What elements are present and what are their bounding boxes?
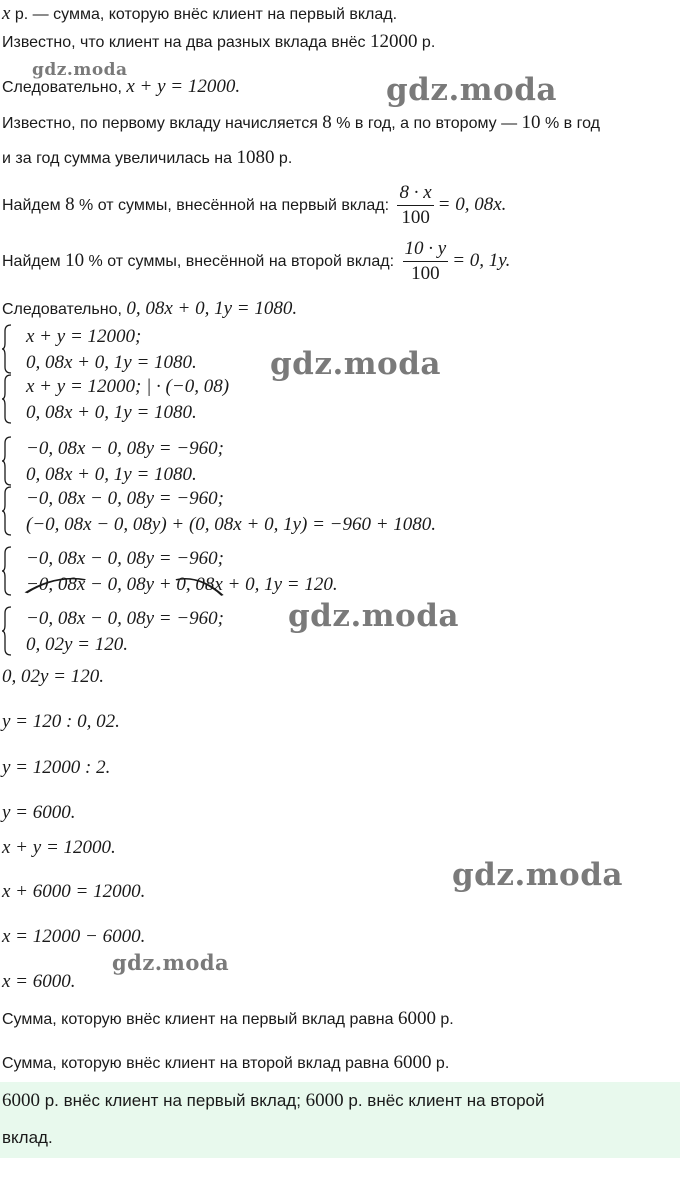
step-equation: x = 6000.	[2, 971, 76, 992]
system-5-eq1: −0, 08x − 0, 08y = −960;	[26, 548, 224, 569]
result: = 0, 08x.	[437, 194, 507, 215]
second-percent-line	[2, 236, 510, 287]
system-brace	[2, 324, 11, 374]
total-deposit-line	[2, 31, 435, 54]
watermark-logo: gdz.moda	[32, 60, 128, 80]
text-span: % от суммы, внесённой на второй вклад:	[84, 253, 399, 270]
step-equation: y = 120 : 0, 02.	[2, 711, 120, 732]
step-equation: x = 12000 − 6000.	[2, 926, 146, 947]
system-1-eq1: x + y = 12000;	[26, 326, 142, 347]
text-span: % в год, а по второму —	[331, 115, 522, 132]
term: − 0, 08y +	[85, 574, 177, 595]
system-brace	[2, 546, 11, 596]
text-span: Известно, по первому вкладу начисляется	[2, 115, 323, 132]
watermark-logo: gdz.moda	[452, 857, 623, 893]
second-deposit-sum	[2, 1052, 449, 1075]
crossed-term	[176, 572, 222, 598]
numerator: 8 · x	[397, 181, 433, 206]
text-span: р.	[435, 1011, 454, 1028]
answer-line-2: вклад.	[2, 1128, 53, 1147]
equation: x + y = 12000.	[126, 76, 241, 97]
watermark-logo: gdz.moda	[112, 950, 230, 975]
step-equation: x + y = 12000.	[2, 837, 116, 858]
text-span: % в год	[540, 115, 600, 132]
system-4-eq2: (−0, 08x − 0, 08y) + (0, 08x + 0, 1y) = −960 + 1080.	[26, 514, 437, 535]
number: 6000	[305, 1090, 344, 1111]
var-x: x	[2, 3, 11, 24]
system-2-eq1: x + y = 12000; | · (−0, 08)	[26, 376, 230, 397]
text-span: Следовательно,	[2, 79, 127, 96]
system-6-eq1: −0, 08x − 0, 08y = −960;	[26, 608, 224, 629]
number: 10	[521, 112, 541, 133]
text-span: Найдем	[2, 253, 66, 270]
increase-line	[2, 147, 292, 170]
answer-block	[0, 1082, 680, 1158]
system-6-eq2: 0, 02y = 120.	[26, 634, 129, 655]
text-span: р. внёс клиент на второй	[343, 1091, 545, 1110]
text-span: р. внёс клиент на первый вклад;	[40, 1091, 306, 1110]
text-span: Следовательно,	[2, 301, 127, 318]
number: 8	[322, 112, 332, 133]
system-brace	[2, 436, 11, 486]
fraction	[397, 181, 433, 230]
step-equation: y = 12000 : 2.	[2, 757, 111, 778]
numerator: 10 · y	[403, 237, 449, 262]
watermark-logo: gdz.moda	[270, 346, 441, 382]
system-4-eq1: −0, 08x − 0, 08y = −960;	[26, 488, 224, 509]
system-brace	[2, 606, 11, 656]
rates-line	[2, 112, 600, 135]
text-span: % от суммы, внесённой на первый вклад:	[74, 197, 394, 214]
number: 6000	[397, 1008, 436, 1029]
step-equation: x + 6000 = 12000.	[2, 881, 146, 902]
denominator: 100	[411, 263, 440, 285]
system-brace	[2, 486, 11, 536]
text-span: р.	[274, 150, 293, 167]
system-brace	[2, 374, 11, 424]
number: 12000	[369, 31, 418, 52]
step-equation: 0, 02y = 120.	[2, 666, 105, 687]
number: 10	[65, 250, 85, 271]
step-equation: y = 6000.	[2, 802, 76, 823]
number: 1080	[236, 147, 275, 168]
intro-text: р. — сумма, которую внёс клиент на первый вклад.	[14, 6, 398, 23]
system-5-eq2	[26, 572, 338, 598]
text-span: Сумма, которую внёс клиент на первый вклад равна	[2, 1011, 398, 1028]
equation: 0, 08x + 0, 1y = 1080.	[126, 298, 298, 319]
term: 0, 08x	[176, 574, 223, 595]
result: = 0, 1y.	[452, 250, 511, 271]
system-2-eq2: 0, 08x + 0, 1y = 1080.	[26, 402, 197, 423]
system-3-eq2: 0, 08x + 0, 1y = 1080.	[26, 464, 197, 485]
system-3-eq1: −0, 08x − 0, 08y = −960;	[26, 438, 224, 459]
combined-equation-line	[2, 298, 297, 321]
watermark-logo: gdz.moda	[288, 598, 459, 634]
denominator: 100	[401, 207, 430, 229]
term: −0, 08x	[26, 574, 86, 595]
text-span: Сумма, которую внёс клиент на второй вклад равна	[2, 1055, 394, 1072]
number: 8	[65, 194, 75, 215]
text-span: Найдем	[2, 197, 66, 214]
text-span: и за год сумма увеличилась на	[2, 150, 237, 167]
text-span: Известно, что клиент на два разных вклада внёс	[2, 34, 370, 51]
term: + 0, 1y = 120.	[222, 574, 338, 595]
system-1-eq2: 0, 08x + 0, 1y = 1080.	[26, 352, 197, 373]
text-span: р.	[431, 1055, 450, 1072]
first-deposit-sum	[2, 1008, 454, 1031]
number: 6000	[393, 1052, 432, 1073]
number: 6000	[2, 1090, 40, 1111]
fraction	[403, 237, 449, 286]
crossed-term	[26, 572, 85, 598]
first-percent-line	[2, 180, 506, 231]
intro-line-x	[2, 3, 397, 26]
watermark-logo: gdz.moda	[386, 72, 557, 108]
text-span: р.	[417, 34, 436, 51]
answer-line-1	[2, 1090, 544, 1112]
